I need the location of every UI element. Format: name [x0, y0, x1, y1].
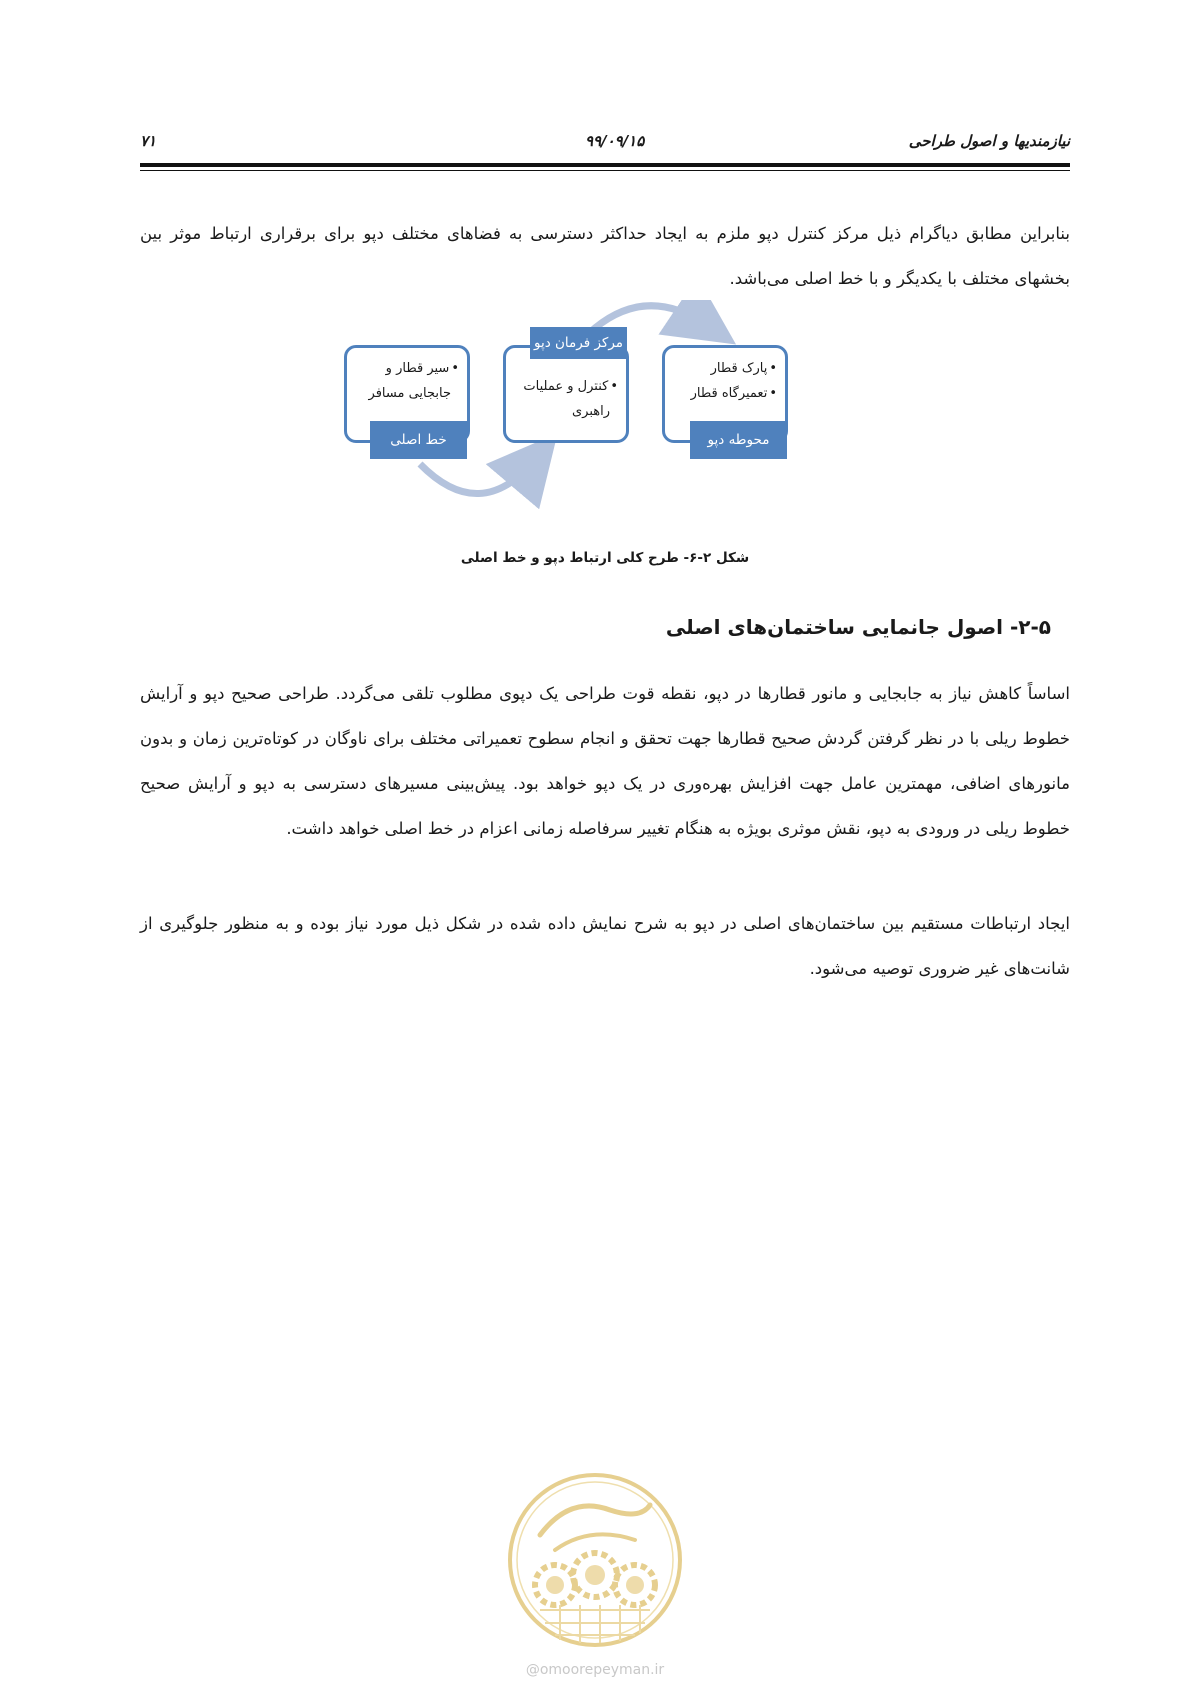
intro-paragraph: بنابراین مطابق دیاگرام ذیل مرکز کنترل دپو ملزم به ایجاد حداکثر دسترسی به فضاهای مختلف دپو برای برقراری ارتباط موثر بین بخشهای مختلف با یکدیگر و با خط اصلی می‌باشد. — [140, 224, 1070, 288]
page-number: ۷۱ — [140, 132, 157, 150]
main-line-tag: خط اصلی — [370, 421, 467, 459]
body-paragraph-2: ایجاد ارتباطات مستقیم بین ساختمان‌های اصلی در دپو به شرح نمایش داده شده در شکل ذیل مورد نیاز بوده و به منظور جلوگیری از شانت‌های غیر ضروری توصیه می‌شود. — [140, 914, 1070, 978]
watermark-site: @omoorepeyman.ir — [525, 1662, 665, 1678]
command-center-item-line1: • کنترل و عملیات — [512, 374, 618, 399]
body-paragraph-1: اساساً کاهش نیاز به جابجایی و مانور قطارها در دپو، نقطه قوت طراحی یک دپوی مطلوب تلقی می‌گردد. طراحی صحیح دپو و آرایش خطوط ریلی با در نظر گرفتن گردش صحیح قطارها جهت تحقق و انجام سطوح تعمیراتی مختلف برای ناوگان در کوتاه‌ترین زمان و بدون مانورهای اضافی، مهمترین عامل جهت افزایش بهره‌وری در یک دپو خواهد بود. پیش‌بینی مسیرهای دسترسی به دپو و آرایش صحیح خطوط ریلی در ورودی به دپو، نقش موثری بویژه به هنگام تغییر سرفاصله زمانی اعزام در خط اصلی خواهد داشت. — [140, 684, 1070, 838]
command-center-item-line2: راهبری — [571, 404, 610, 419]
header-rule-thick — [140, 163, 1070, 167]
main-line-item-line1: • سیر قطار و — [353, 356, 459, 381]
page-header — [140, 128, 1070, 162]
command-center-tag: مرکز فرمان دپو — [530, 327, 627, 359]
depot-yard-item-2: • تعمیرگاه قطار — [671, 381, 777, 406]
header-rule-thin — [140, 170, 1070, 171]
figure-caption: شکل ۲-۶- طرح کلی ارتباط دپو و خط اصلی — [460, 550, 750, 566]
depot-yard-tag: محوطه دپو — [690, 421, 787, 459]
depot-yard-item-1: • پارک قطار — [671, 356, 777, 381]
main-line-item-line2: جابجایی مسافر — [368, 386, 451, 401]
watermark-logo — [500, 1465, 690, 1665]
header-date: ۹۹/۰۹/۱۵ — [585, 132, 645, 150]
depot-diagram — [360, 300, 860, 540]
command-center-box — [503, 345, 629, 443]
watermark-seal-icon — [500, 1465, 690, 1665]
arrow-bottom — [420, 460, 535, 494]
header-title: نیازمندیها و اصول طراحی — [908, 132, 1070, 150]
section-heading: ۲-۵- اصول جانمایی ساختمان‌های اصلی — [665, 615, 1051, 639]
